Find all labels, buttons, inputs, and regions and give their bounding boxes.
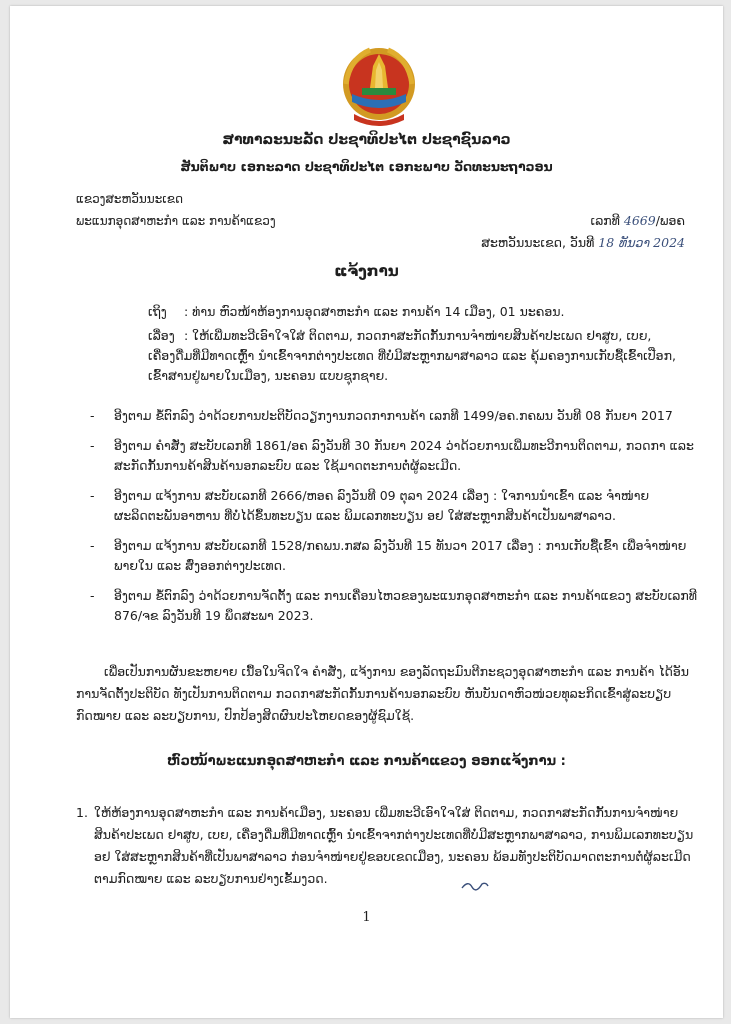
number-label: ເລກທີ [590, 213, 620, 228]
page-title: ແຈ້ງການ [334, 262, 399, 280]
list-item: - ອີງຕາມ ຂໍ້ຕົກລົງ ວ່າດ້ວຍການຈັດຕັ້ງ ແລະ ການເຄື່ອນໄຫວຂອງພະແນກອຸດສາຫະກຳ ແລະ ການຄ້າແຂວງ ສະບັບເລກທີ 876/ຈຂ ລົງວັນທີ 19 ພຶດສະພາ 2023. [88, 586, 700, 626]
to-label: ເຖິງ [148, 304, 167, 319]
number-value: 4669 [623, 213, 656, 228]
issuer-department: ພະແນກອຸດສາຫະກຳ ແລະ ການຄ້າແຂວງ [76, 214, 276, 228]
country-header: ສາທາລະນະລັດ ປະຊາທິປະໄຕ ປະຊາຊົນລາວ [222, 132, 511, 148]
document-number [591, 213, 686, 228]
announcement-heading: ຫົວໜ້າພະແນກອຸດສາຫະກຳ ແລະ ການຄ້າແຂວງ ອອກແຈ້ງການ : [167, 754, 566, 769]
recipient-line [148, 302, 693, 322]
national-motto: ສັນຕິພາບ ເອກະລາດ ປະຊາທິປະໄຕ ເອກະພາບ ວັດທະນະຖາວອນ [180, 159, 553, 174]
re-label: ເລື່ອງ [148, 328, 175, 343]
date-value: 18 ທັນວາ 2024 [598, 235, 685, 250]
subject-line [148, 326, 693, 386]
list-item: - ອີງຕາມ ແຈ້ງການ ສະບັບເລກທີ 1528/ກຄພນ.ກສລ ລົງວັນທີ 15 ທັນວາ 2017 ເລື່ອງ : ການເກັບຊື້ເຂົ້າ ເພື່ອຈຳໜ່າຍພາຍໃນ ແລະ ສົ່ງອອກຕ່າງປະເທດ. [88, 536, 700, 576]
number-suffix: /ພອຄ [655, 213, 685, 228]
document-date [481, 235, 685, 250]
numbered-item [76, 802, 696, 890]
document-page [10, 6, 723, 1018]
reference-list [88, 406, 700, 636]
national-emblem-icon [340, 44, 418, 128]
body-paragraph: ເພື່ອເປັນການຜັນຂະຫຍາຍ ເນື້ອໃນຈິດໃຈ ຄຳສັ່ງ, ແຈ້ງການ ຂອງລັດຖະມົນຕີກະຊວງອຸດສາຫະກຳ ແລະ ການຄ້າ ໄດ້ອັນການຈັດຕັ້ງປະຕິບັດ ທັງເປັນການຕິດຕາມ ກວດກາສະກັດກັ້ນການຄ້ານອກລະບົບ ຫັນບັນດາຫົວໜ່ວຍທຸລະກິດເຂົ້າສູ່ລະບຽບກົດໝາຍ ແລະ ລະບຽບການ, ປົກປ້ອງສິດຜົນປະໂຫຍດຂອງຜູ້ຊົມໃຊ້. [76, 664, 689, 723]
issuer-province: ແຂວງສະຫວັນນະເຂດ [76, 192, 184, 206]
initial-mark-icon [460, 878, 490, 892]
to-text: : ທ່ານ ຫົວໜ້າຫ້ອງການອຸດສາຫະກຳ ແລະ ການຄ້າ 14 ເມືອງ, 01 ນະຄອນ. [184, 304, 565, 319]
item-number: 1. [76, 805, 88, 820]
list-item: - ອີງຕາມ ແຈ້ງການ ສະບັບເລກທີ 2666/ຫອຄ ລົງວັນທີ 09 ຕຸລາ 2024 ເລື່ອງ : ໃຈການນຳເຂົ້າ ແລະ ຈຳໜ່າຍຜະລິດຕະພັນອາຫານ ທີ່ບໍ່ໄດ້ຂຶ້ນທະບຽນ ແລະ ພິມເລກທະບຽນ ອຢ ໃສ່ສະຫຼາກສິນຄ້າເປັນພາສາລາວ. [88, 486, 700, 526]
re-text: : ໃຫ້ເພີ່ມທະວີເອົາໃຈໃສ່ ຕິດຕາມ, ກວດກາສະກັດກັ້ນການຈຳໜ່າຍສິນຄ້າປະເພດ ຢາສູບ, ເບຍ, ເຄື່ອງດື່ມທີ່ມີທາດເຫຼົ້າ ນຳເຂົ້າຈາກຕ່າງປະເທດ ທີ່ບໍ່ມີສະຫຼາກພາສາລາວ ແລະ ຄຸ້ມຄອງການເກັບຊື້ເຂົ້າເປືອກ, ເຂົ້າສານຢູ່ພາຍໃນເມືອງ, ນະຄອນ ແບບຊຸກຊາຍ. [148, 328, 676, 383]
list-item: - ອີງຕາມ ຄຳສັ່ງ ສະບັບເລກທີ 1861/ອຄ ລົງວັນທີ 30 ກັນຍາ 2024 ວ່າດ້ວຍການເພີ່ມທະວີການຕິດຕາມ, ກວດກາ ແລະ ສະກັດກັ້ນການຄ້າສິນຄ້ານອກລະບົບ ແລະ ໃຊ້ມາດຕະການຕໍ່ຜູ້ລະເມີດ. [88, 436, 700, 476]
page-number: 1 [362, 910, 371, 925]
place-label: ສະຫວັນນະເຂດ, ວັນທີ [481, 235, 595, 250]
list-item: - ອີງຕາມ ຂໍ້ຕົກລົງ ວ່າດ້ວຍການປະຕິບັດວຽກງານກວດກາການຄ້າ ເລກທີ 1499/ອຄ.ກຄພນ ວັນທີ 08 ກັນຍາ 2017 [88, 406, 700, 426]
item-text: ໃຫ້ຫ້ອງການອຸດສາຫະກຳ ແລະ ການຄ້າເມືອງ, ນະຄອນ ເພີ່ມທະວີເອົາໃຈໃສ່ ຕິດຕາມ, ກວດກາສະກັດກັ້ນການຈຳໜ່າຍສິນຄ້າປະເພດ ຢາສູບ, ເບຍ, ເຄື່ອງດື່ມທີ່ມີທາດເຫຼົ້າ ນຳເຂົ້າຈາກຕ່າງປະເທດທີ່ບໍ່ມີສະຫຼາກພາສາລາວ, ການພິມເລກທະບຽນ ອຢ ໃສ່ສະຫຼາກສິນຄ້າທີ່ເປັນພາສາລາວ ກ່ອນຈຳໜ່າຍຢູ່ຂອບເຂດເມືອງ, ນະຄອນ ພ້ອມທັງປະຕິບັດມາດຕະການຕໍ່ຜູ້ລະເມີດຕາມກົດໝາຍ ແລະ ລະບຽບການຢ່າງເຂັ້ມງວດ. [94, 805, 694, 886]
